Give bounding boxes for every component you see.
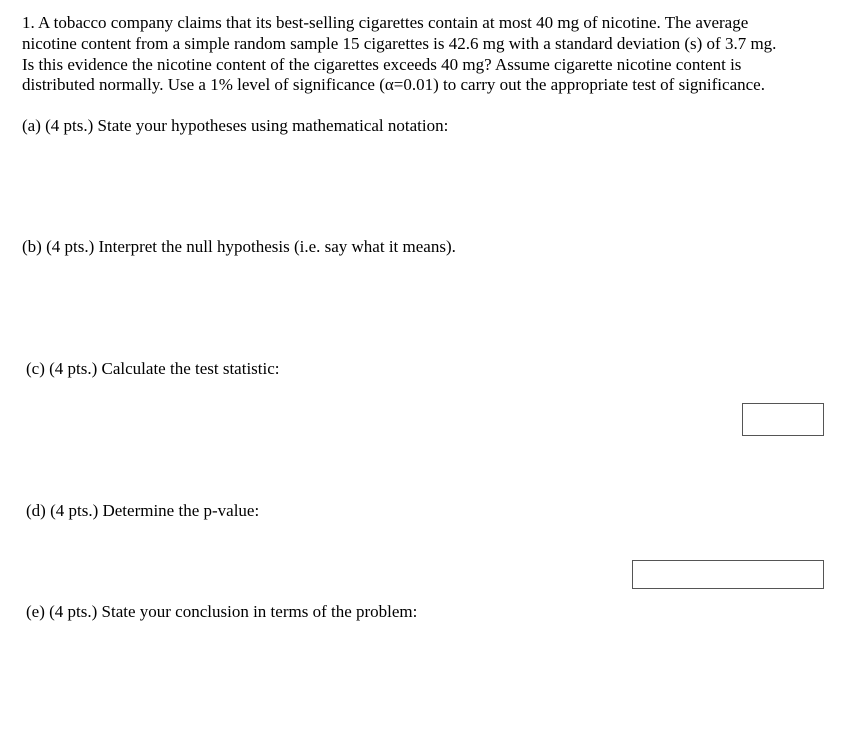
test-statistic-answer-box[interactable]	[742, 403, 824, 436]
part-a-prompt: (a) (4 pts.) State your hypotheses using mathematical notation:	[22, 116, 449, 135]
part-e-prompt: (e) (4 pts.) State your conclusion in terms of the problem:	[26, 602, 418, 621]
part-c-prompt: (c) (4 pts.) Calculate the test statistic:	[26, 359, 280, 378]
p-value-answer-box[interactable]	[632, 560, 824, 589]
question-line: Is this evidence the nicotine content of the cigarettes exceeds 40 mg? Assume cigarette nicotine content is	[22, 55, 742, 74]
part-b-prompt: (b) (4 pts.) Interpret the null hypothesis (i.e. say what it means).	[22, 237, 456, 256]
question-line: distributed normally. Use a 1% level of significance (α=0.01) to carry out the appropriate test of significance.	[22, 75, 765, 94]
part-d-prompt: (d) (4 pts.) Determine the p-value:	[26, 501, 260, 520]
question-line: 1. A tobacco company claims that its best-selling cigarettes contain at most 40 mg of nicotine. The average	[22, 13, 749, 32]
question-line: nicotine content from a simple random sample 15 cigarettes is 42.6 mg with a standard deviation (s) of 3.7 mg.	[22, 34, 777, 53]
